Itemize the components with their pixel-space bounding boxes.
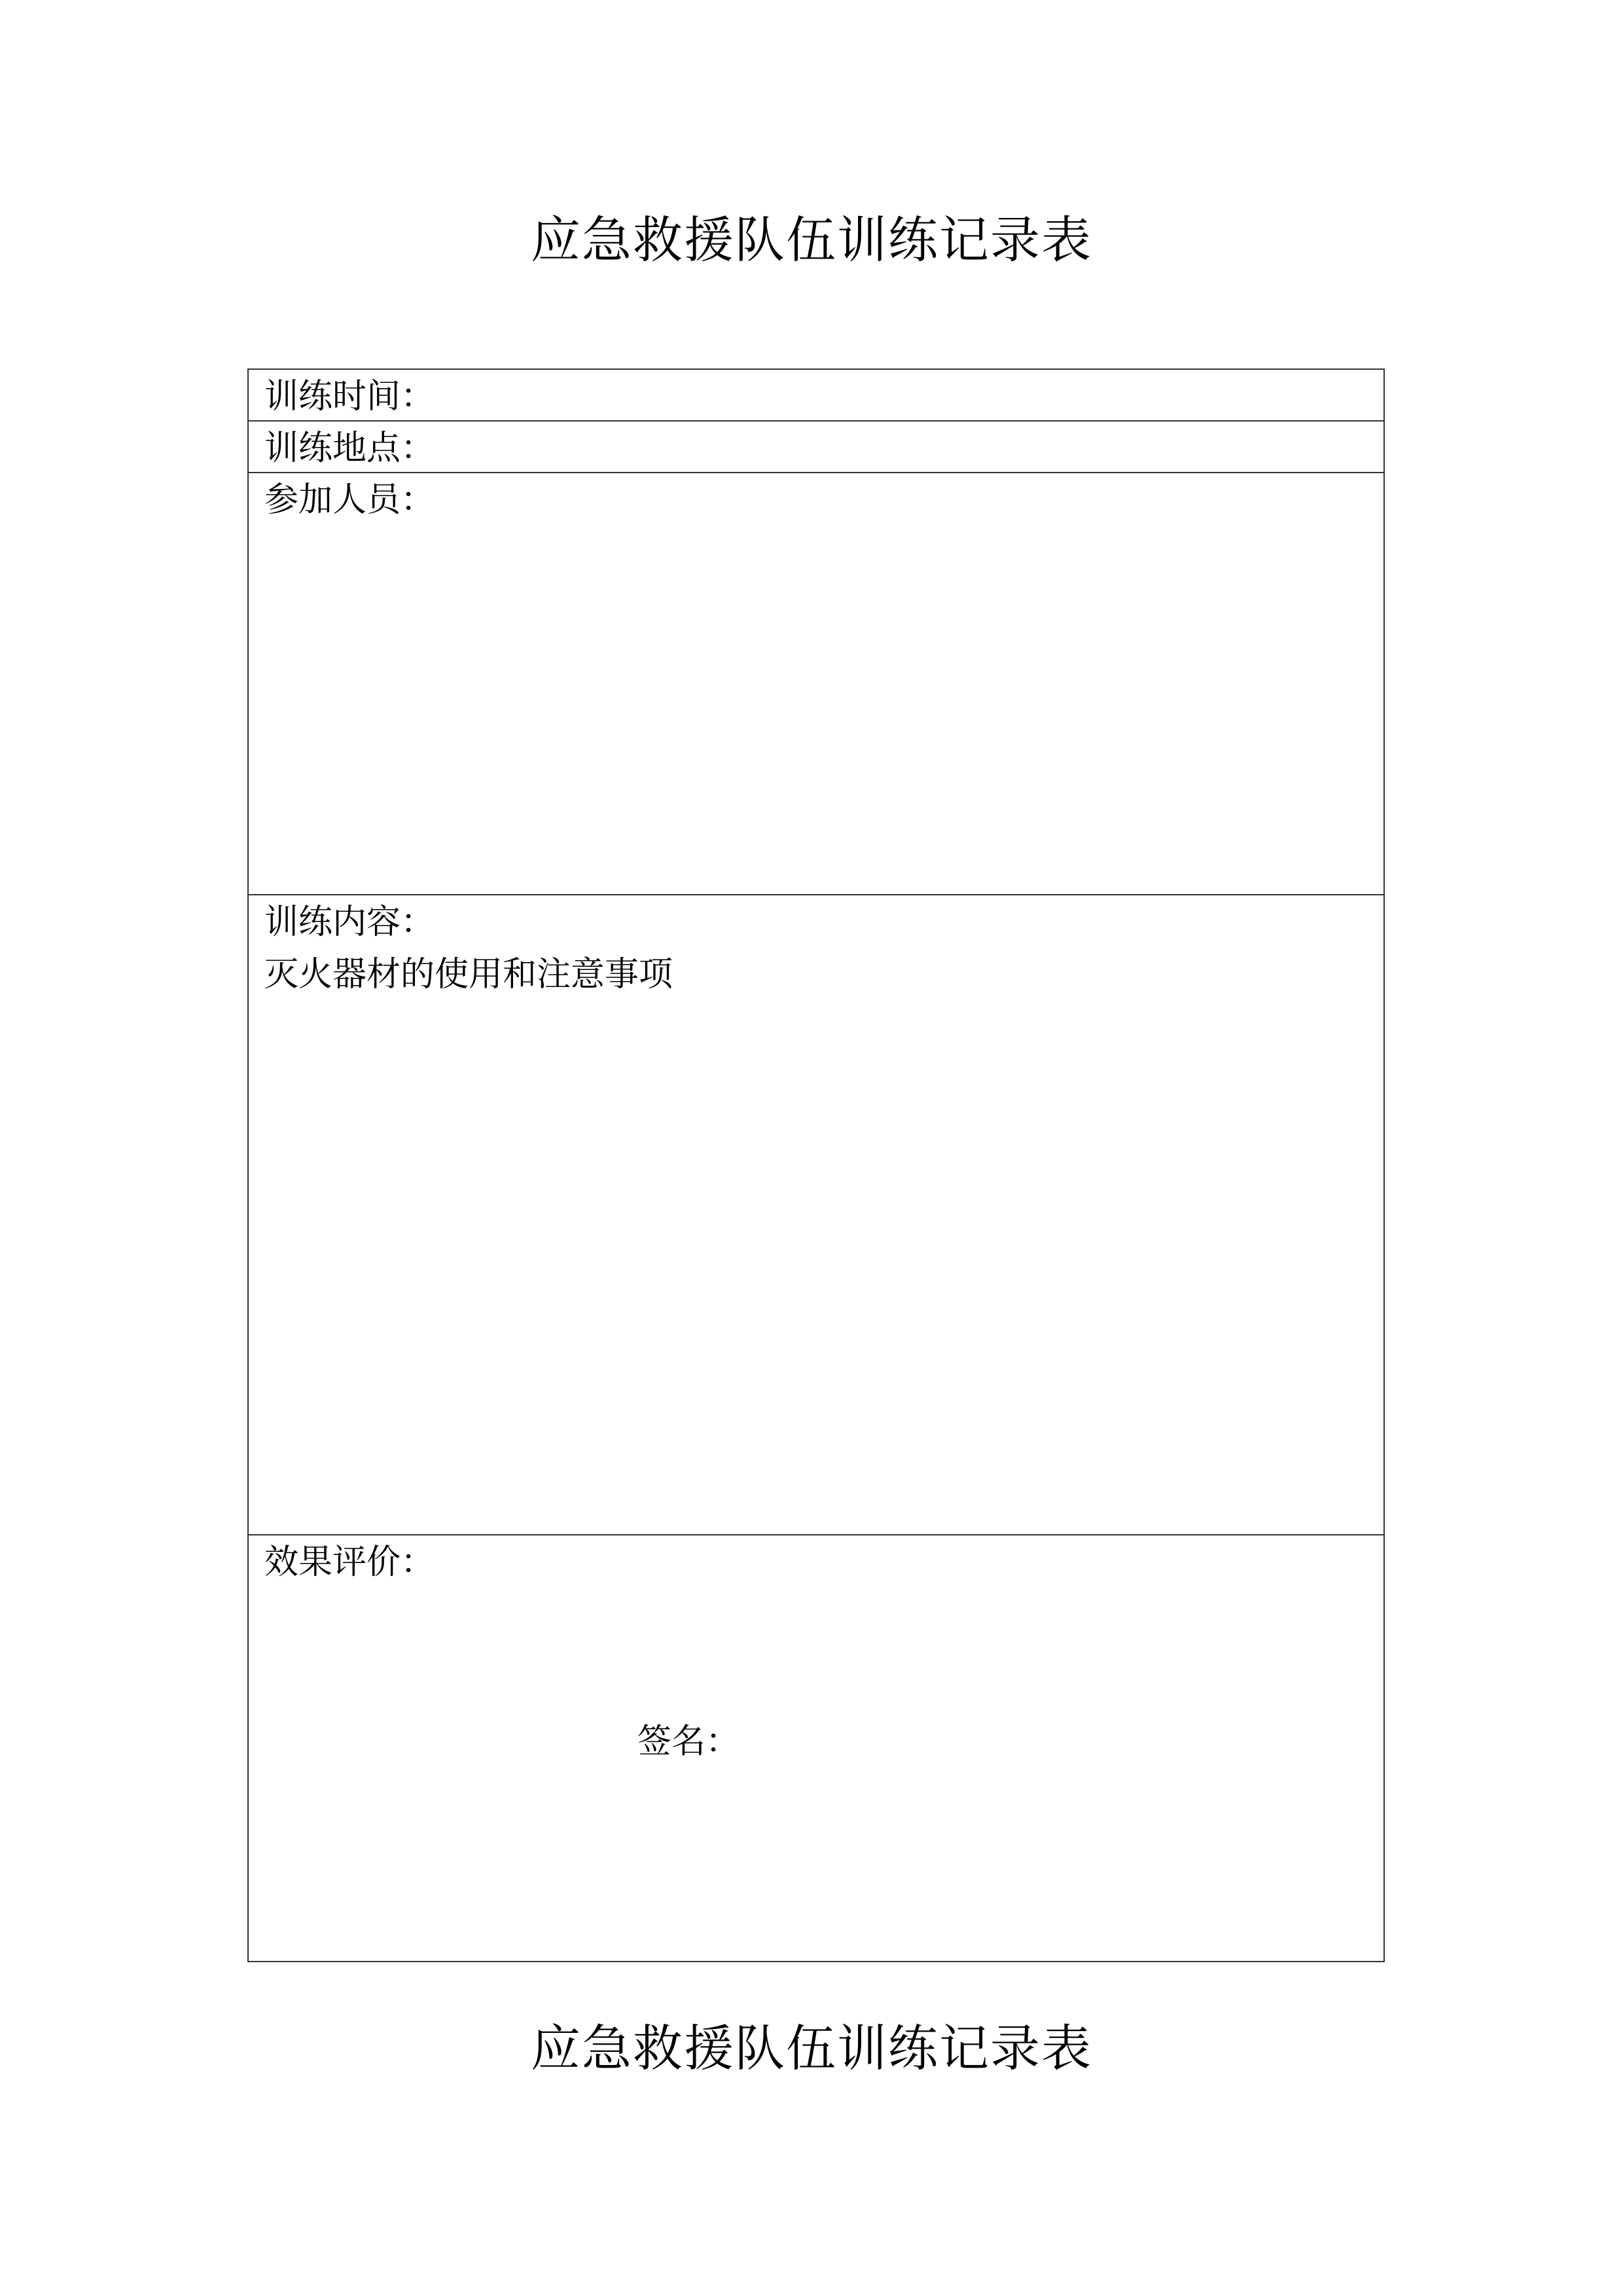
training-content-label: 训练内容： (264, 903, 435, 942)
participants-label: 参加人员： (264, 480, 435, 520)
training-content-cell[interactable] (248, 895, 1384, 1535)
next-page-title: 应急救援队伍训练记录表 (531, 2019, 1092, 2077)
signature-label: 签名： (637, 1722, 740, 1761)
training-time-row (248, 369, 1384, 421)
training-place-cell[interactable] (248, 421, 1384, 473)
evaluation-label: 效果评价： (264, 1543, 435, 1582)
participants-cell[interactable] (248, 473, 1384, 895)
training-content-row (248, 895, 1384, 1535)
training-record-table (247, 368, 1385, 1962)
evaluation-row (248, 1535, 1384, 1962)
training-content-value: 灭火器材的使用和注意事项 (264, 955, 673, 994)
training-place-row (248, 421, 1384, 473)
training-time-label: 训练时间： (264, 377, 435, 416)
evaluation-cell[interactable] (248, 1535, 1384, 1962)
page-title: 应急救援队伍训练记录表 (531, 211, 1092, 269)
training-time-cell[interactable] (248, 369, 1384, 421)
participants-row (248, 473, 1384, 895)
training-place-label: 训练地点： (264, 429, 435, 468)
